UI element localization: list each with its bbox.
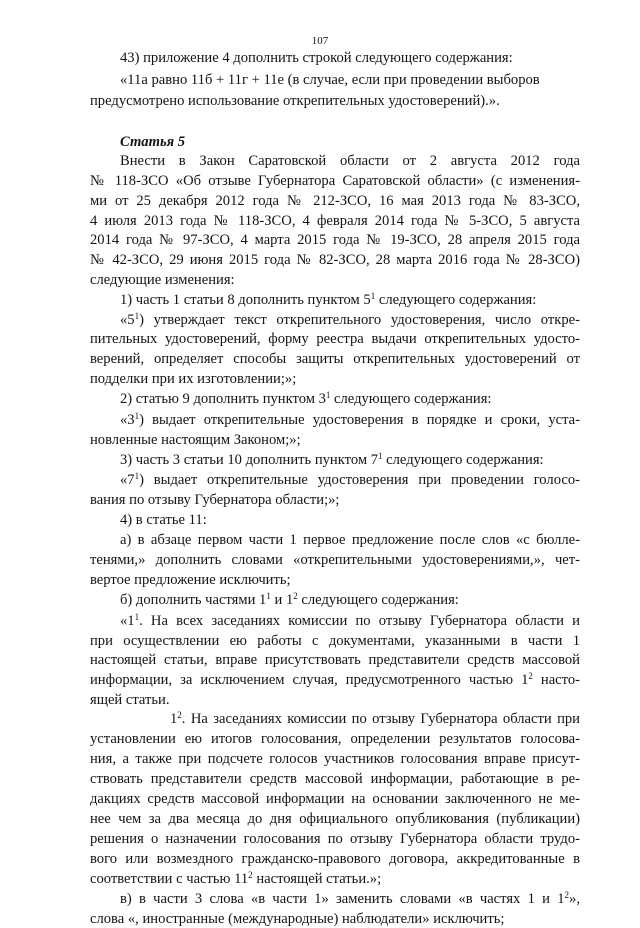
text-line: пительных удостоверений, форму реестра выдачи открепительных удосто- [90,331,580,347]
superscript: 1 [134,411,140,421]
text-line [120,890,580,908]
text-segment: », [569,891,580,907]
superscript: 2 [248,870,253,880]
superscript: 1 [134,612,140,622]
text-line: решения о назначении голосования по отзыву Губернатора области трудо- [90,831,580,847]
text-line: 2014 года № 97-ЗСО, 4 марта 2015 года № 19-ЗСО, 28 апреля 2015 года [90,232,580,248]
text-line: № 42-ЗСО, 29 июня 2015 года № 82-ЗСО, 28 марта 2016 года № 28-ЗСО) [90,252,580,268]
text-line: Внести в Закон Саратовской области от 2 августа 2012 года [120,153,580,169]
text-segment: «7 [120,472,135,488]
text-line: дакциях средств массовой информации на основании заключенного не ме- [90,791,580,807]
text-segment: соответствии с частью 11 [90,871,249,887]
text-line: вертое предложение исключить; [90,572,291,588]
text-segment: . На всех заседаниях комиссии по отзыву Губернатора области и [139,613,580,629]
text-segment: следующего содержания: [382,452,544,468]
text-segment: следующего содержания: [375,292,537,308]
text-line: тенями,» дополнить словами «открепительными удостоверениями,», чет- [90,552,580,568]
text-line: № 118-ЗСО «Об отзыве Губернатора Саратовской области» (с изменения- [90,173,580,189]
text-segment: 1) часть 1 статьи 8 дополнить пунктом 5 [120,292,371,308]
text-line: настоящей статьи, вправе присутствовать представители средств массовой [90,652,580,668]
superscript: 1 [378,451,383,461]
text-line: при осуществлении ею работы с документами, указанными в части 1 [90,633,580,649]
superscript: 2 [293,591,298,601]
text-line: новленные настоящим Законом;»; [90,432,301,448]
text-segment: . На заседаниях комиссии по отзыву Губернатора области при [181,711,580,727]
text-segment: б) дополнить частями 1 [120,592,267,608]
superscript: 1 [134,471,140,481]
text-line [120,390,492,408]
text-segment: информации, за исключением случая, предусмотренного частью 1 [90,672,529,688]
text-line: 43) приложение 4 дополнить строкой следующего содержания: [120,50,513,66]
text-line: ния, а также при подсчете голосов участников голосования вправе присут- [90,751,580,767]
text-segment: «1 [120,613,135,629]
text-line: предусмотрено использование открепительных удостоверений).». [90,93,500,109]
text-line: верений, определяет способы защиты открепительных удостоверений от [90,351,580,367]
text-line: установлении ею итогов голосования, определении результатов голосова- [90,731,580,747]
text-segment: настоящей статьи.»; [252,871,382,887]
text-line [170,710,580,728]
text-segment: и 1 [270,592,294,608]
superscript: 1 [266,591,271,601]
text-line: а) в абзаце первом части 1 первое предложение после слов «с бюлле- [120,532,580,548]
text-line: 4) в статье 11: [120,512,207,528]
text-line [120,451,544,469]
text-segment: в) в части 3 слова «в части 1» заменить словами «в частях 1 и 1 [120,891,565,907]
text-line: вания по отзыву Губернатора области;»; [90,492,340,508]
superscript: 1 [325,390,331,400]
text-line: слова «, иностранные (международные) наблюдатели» исключить; [90,911,505,927]
text-segment: ) утверждает текст открепительного удостоверения, число откре- [139,312,580,328]
text-line: ящей статьи. [90,692,170,708]
text-segment: ) выдает открепительные удостоверения в порядке и сроки, уста- [139,412,580,428]
text-line [120,311,580,329]
text-segment: ) выдает открепительные удостоверения при проведении голосо- [139,472,580,488]
text-line [90,870,381,888]
text-segment: 1 [170,711,178,727]
superscript: 1 [370,291,376,301]
text-line [120,471,580,489]
text-line [120,591,459,609]
text-line [90,671,580,689]
text-line: 4 июля 2013 года № 118-ЗСО, 4 февраля 2014 года № 5-ЗСО, 5 августа [90,213,580,229]
text-segment: «5 [120,312,135,328]
text-line [120,291,536,309]
text-segment: следующего содержания: [330,391,492,407]
text-segment: 3) часть 3 статьи 10 дополнить пунктом 7 [120,452,379,468]
text-line: следующие изменения: [90,272,235,288]
text-line: «11а равно 11б + 11г + 11е (в случае, если при проведении выборов [120,72,540,88]
text-segment: «3 [120,412,135,428]
text-segment: 2) статью 9 дополнить пунктом 3 [120,391,326,407]
text-line [120,612,580,630]
superscript: 2 [564,890,570,900]
text-segment: следующего содержания: [297,592,459,608]
text-line: вого или возмездного гражданско-правового договора, аккредитованные в [90,851,580,867]
text-segment: насто- [532,672,580,688]
text-line: ствовать представители средств массовой информации, работающие в ре- [90,771,580,787]
text-line: подделки при их изготовлении;»; [90,371,297,387]
text-line: ми от 25 декабря 2012 года № 212-ЗСО, 16 мая 2013 года № 83-ЗСО, [90,193,580,209]
text-line: нее чем за два месяца до дня официального опубликования (публикации) [90,811,580,827]
text-line [120,411,580,429]
superscript: 2 [528,671,533,681]
superscript: 2 [177,710,182,720]
superscript: 1 [134,311,140,321]
page-number: 107 [311,35,329,47]
article-heading: Статья 5 [120,134,186,150]
